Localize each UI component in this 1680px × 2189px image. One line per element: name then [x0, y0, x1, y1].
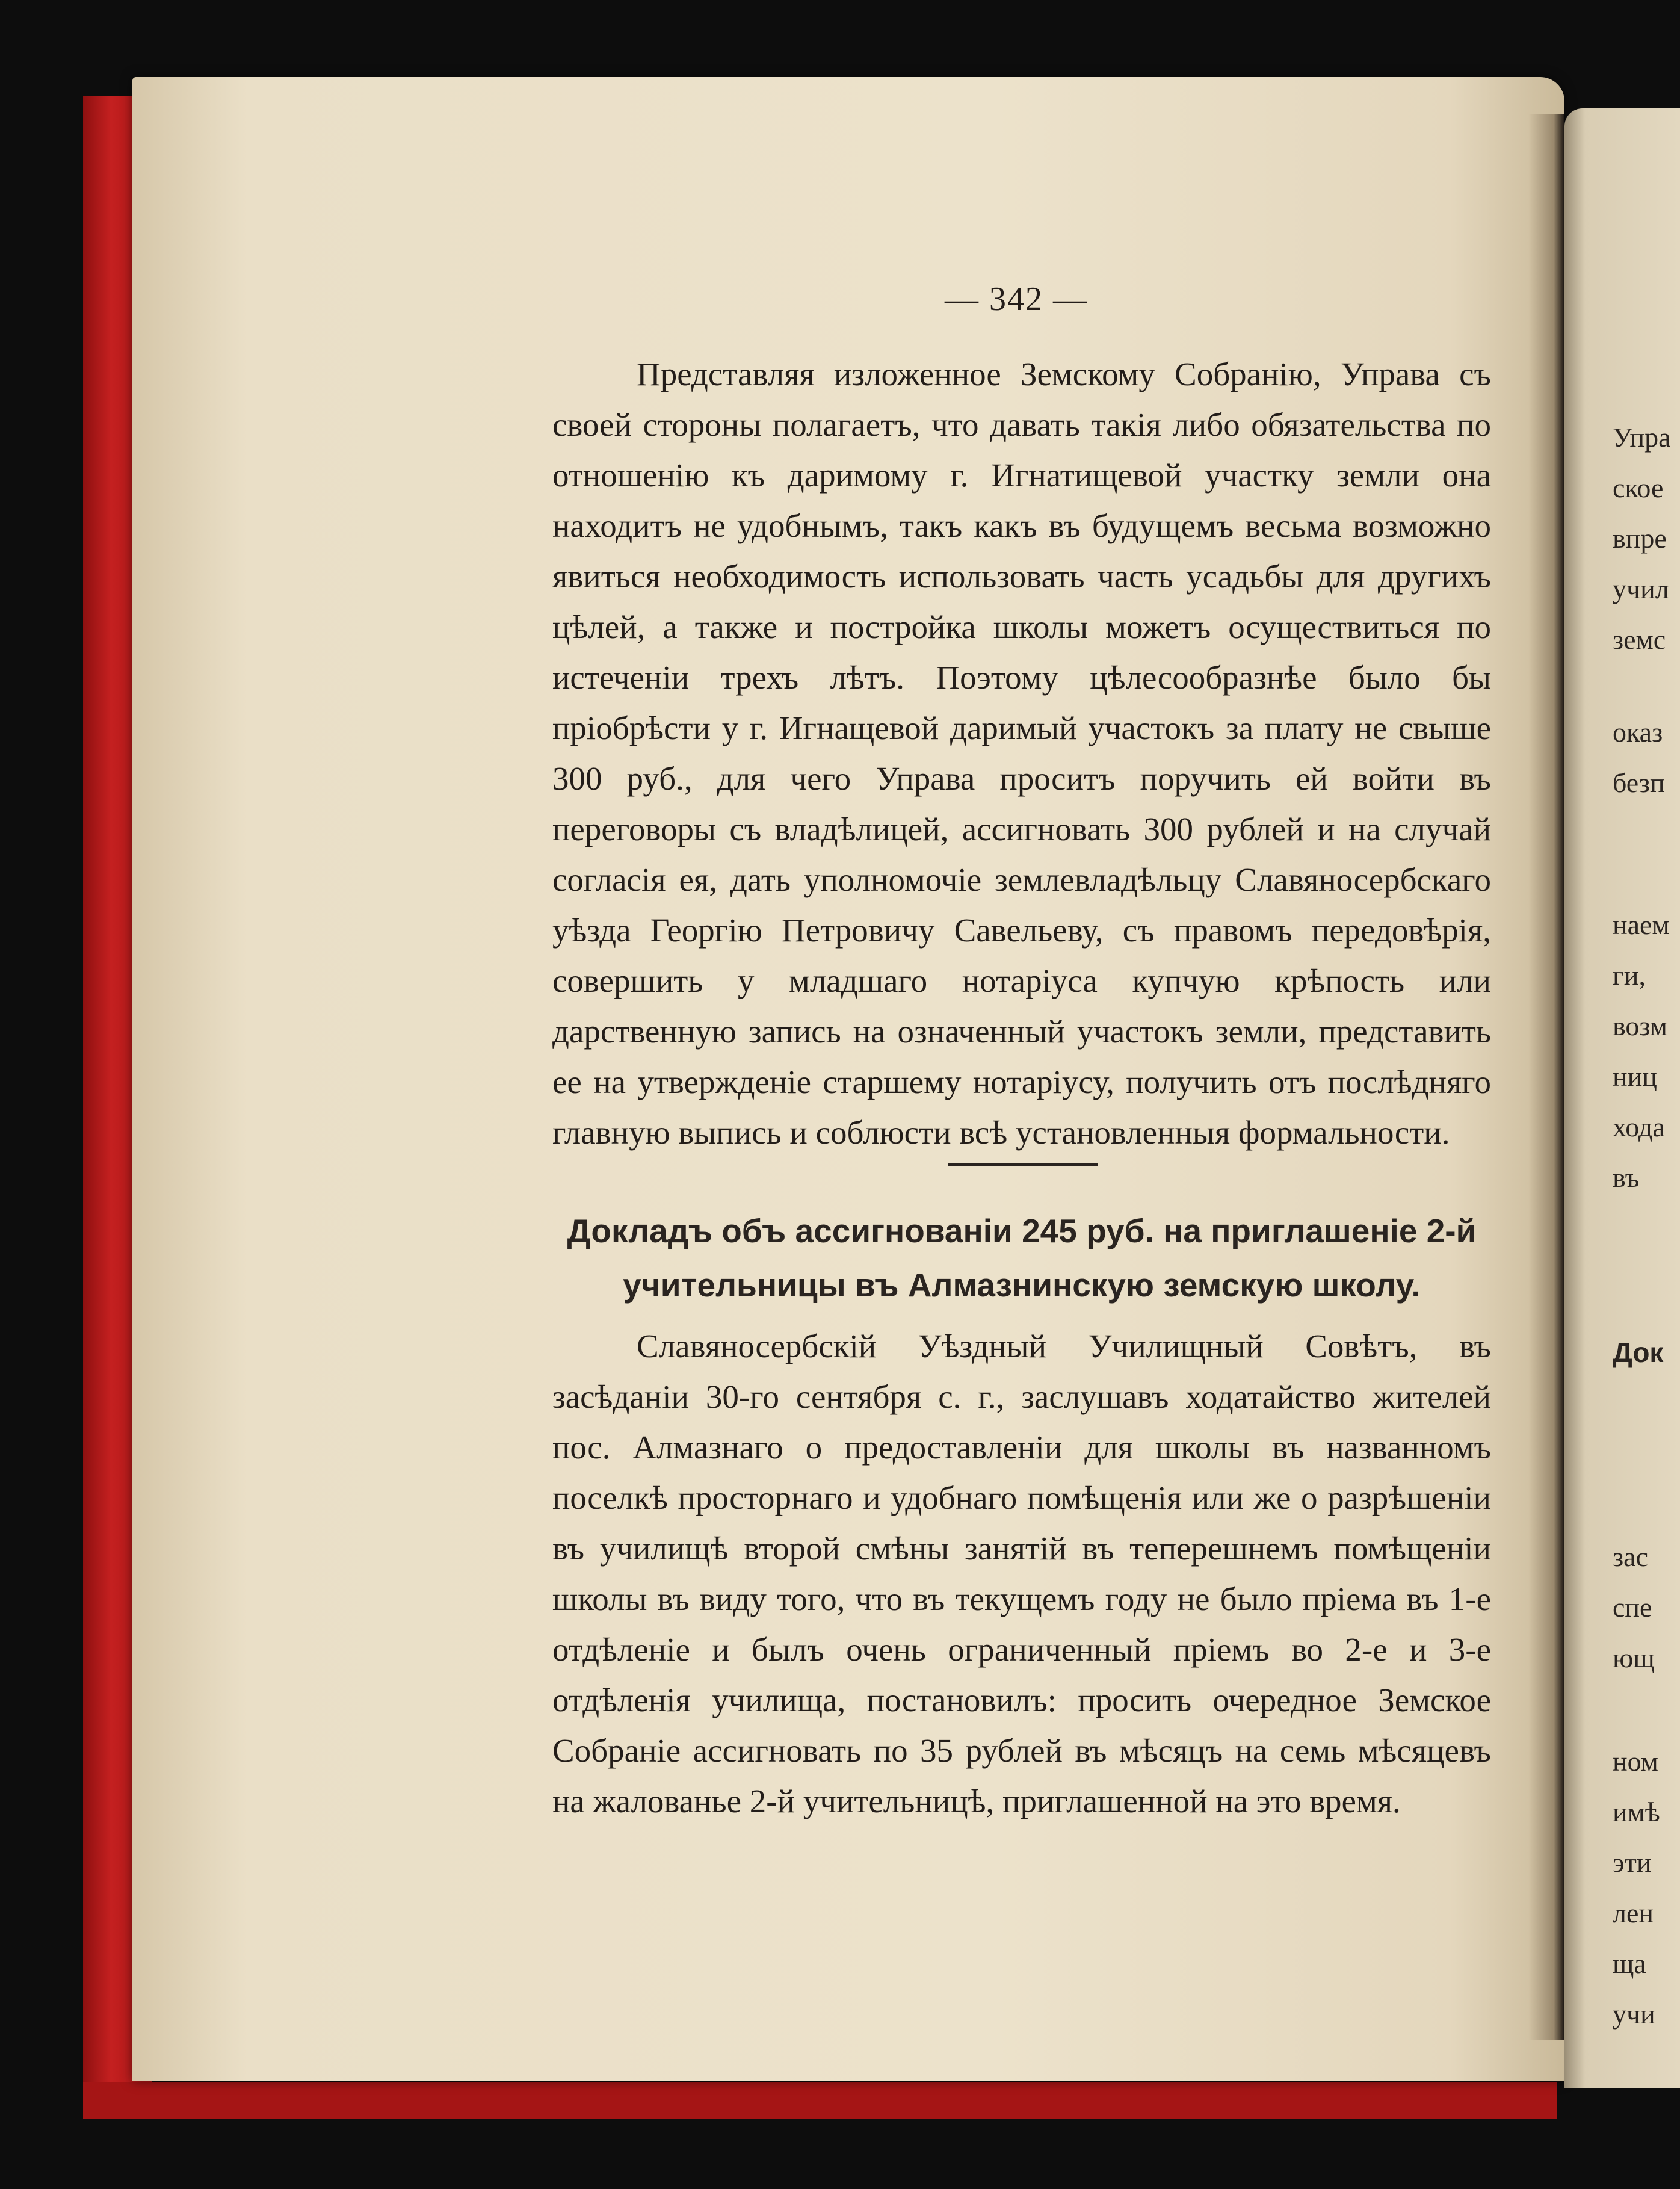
next-page-fragment: учи: [1613, 1999, 1655, 2030]
next-page-fragment: зас: [1613, 1541, 1649, 1572]
next-page-fragment: ном: [1613, 1746, 1658, 1777]
next-page-fragment: Упра: [1613, 422, 1671, 453]
next-page-fragment: ское: [1613, 472, 1664, 503]
next-page-fragment: въ: [1613, 1162, 1640, 1193]
paragraph-body: Славяносербскій Уѣздный Училищный Совѣтъ, въ засѣданіи 30-го сентября с. г., заслушавъ ходатайство жителей пос. Алмазнаго о предоставленіи для школы въ названномъ поселкѣ просторнаго и удобнаго помѣщенія или же о разрѣшеніи въ училищѣ второй смѣны занятій въ теперешнемъ помѣщеніи школы въ виду того, что въ текущемъ году не было пріема въ 1-е отдѣленіе и былъ очень ограниченный пріемъ во 2-е и 3-е отдѣленія училища, постановилъ: просить очередное Земское Собраніе ассигновать по 35 рублей въ мѣсяцъ на семь мѣсяцевъ на жалованье 2-й учительницѣ, приглашенной на это время.: [552, 1328, 1491, 1819]
next-page-fragment: безп: [1613, 767, 1665, 798]
next-page-fragment: впре: [1613, 523, 1667, 554]
paragraph-body: Представляя изложенное Земскому Собранію, Управа съ своей стороны полагаетъ, что давать такія либо обязательства по отношенію къ даримому г. Игнатищевой участку земли она находитъ не удобнымъ, такъ какъ въ будущемъ весьма возможно явиться необходимость использовать часть усадьбы для другихъ цѣлей, а также и постройка школы можетъ осуществиться по истеченіи трехъ лѣтъ. Поэтому цѣлесообразнѣе было бы пріобрѣсти у г. Игнащевой даримый участокъ за плату не свыше 300 руб., для чего Управа проситъ поручить ей войти въ переговоры съ владѣлицей, ассигновать 300 рублей и на случай согласія ея, дать уполномочіе землевладѣльцу Славяносербскаго уѣзда Георгію Петровичу Савельеву, съ правомъ передовѣрія, совершить у младшаго нотаріуса купчую крѣпость или дарственную запись на означенный участокъ земли, представить ее на утвержденіе старшему нотаріусу, получить отъ послѣдняго главную выпись и соблюсти всѣ установленныя формальности.: [552, 356, 1491, 1151]
section-heading: Докладъ объ ассигнованіи 245 руб. на приглашеніе 2-й учительницы въ Алмазнинскую земскую школу.: [567, 1212, 1477, 1304]
next-page-fragment: спе: [1613, 1592, 1652, 1623]
next-page-fragment: оказ: [1613, 717, 1663, 748]
next-page-fragment: ги,: [1613, 960, 1646, 991]
next-page-fragment: Док: [1613, 1337, 1664, 1368]
next-page-fragment: учил: [1613, 574, 1669, 604]
next-page-fragment: наем: [1613, 909, 1670, 940]
section-divider: [948, 1163, 1098, 1166]
next-page-fragment: ниц: [1613, 1061, 1657, 1092]
next-page-fragment: эти: [1613, 1847, 1652, 1878]
book-page-right-partial: [1564, 108, 1680, 2088]
next-page-fragment: ща: [1613, 1948, 1646, 1979]
next-page-fragment: ющ: [1613, 1643, 1655, 1673]
next-page-fragment: имѣ: [1613, 1797, 1660, 1827]
next-page-fragment: хода: [1613, 1112, 1665, 1142]
book-cover-bottom-edge: [83, 2082, 1557, 2119]
next-page-fragment: возм: [1613, 1011, 1668, 1041]
page-number: — 342 —: [945, 280, 1088, 318]
next-page-fragment: лен: [1613, 1898, 1654, 1928]
next-page-fragment: земс: [1613, 624, 1666, 655]
book-gutter: [1528, 114, 1564, 2040]
